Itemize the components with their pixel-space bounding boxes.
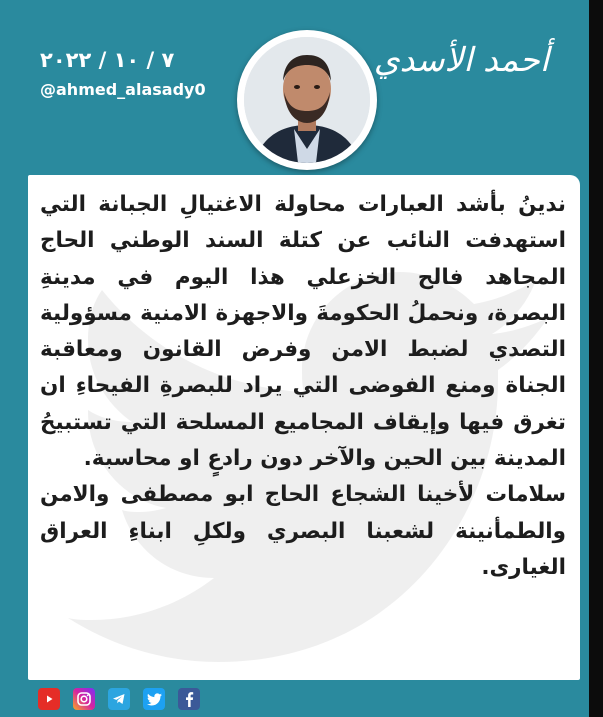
portrait-image — [244, 37, 370, 163]
avatar — [237, 30, 377, 170]
author-name: أحمد الأسدي — [373, 40, 549, 79]
youtube-icon[interactable] — [38, 688, 60, 710]
post-date: ٧ / ١٠ / ٢٠٢٢ — [40, 48, 175, 72]
post-body — [40, 187, 566, 586]
twitter-icon[interactable] — [143, 688, 165, 710]
post-card — [28, 175, 580, 680]
post-paragraph-2: سلامات لأخينا الشجاع الحاج ابو مصطفى والامن والطمأنينة لشعبنا البصري ولكلِ ابناءِ العراق الغيارى. — [40, 482, 566, 580]
facebook-icon[interactable] — [178, 688, 200, 710]
post-paragraph-1: ندينُ بأشد العبارات محاولة الاغتيالِ الجبانة التي استهدفت النائب عن كتلة السند الوطني الحاج المجاهد فالح الخزعلي هذا اليوم في مدينةِ البصرة، ونحملُ الحكومةَ والاجهزة الامنية مسؤولية التصدي لضبط الامن وفرض القانون ومعاقبة الجناة ومنع الفوضى التي يراد للبصرةِ الفيحاءِ ان تغرق فيها وإيقاف المجاميع المسلحة التي تستبيحُ المدينة بين الحين والآخر دون رادعٍ او محاسبة. — [40, 192, 566, 472]
right-edge-strip — [589, 0, 603, 717]
social-icons — [38, 688, 200, 710]
twitter-handle: @ahmed_alasady0 — [40, 80, 206, 99]
telegram-icon[interactable] — [108, 688, 130, 710]
instagram-icon[interactable] — [73, 688, 95, 710]
